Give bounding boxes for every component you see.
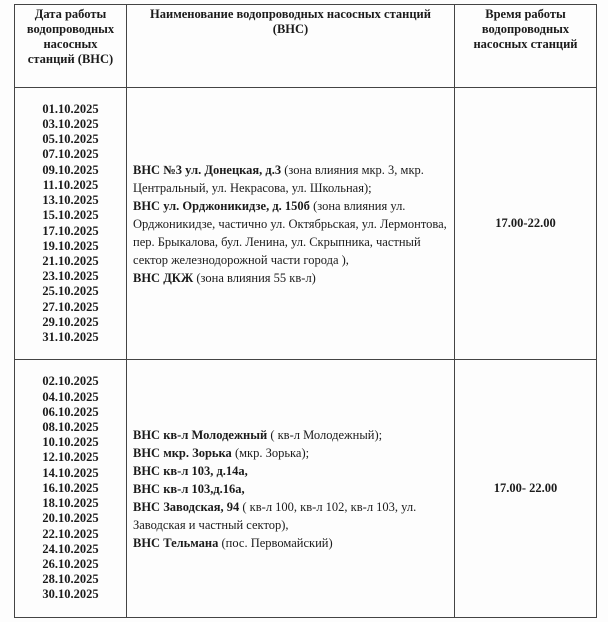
date-item: 18.10.2025	[42, 496, 99, 511]
table-row	[15, 360, 597, 618]
date-item: 07.10.2025	[42, 147, 99, 162]
station-name: ВНС Тельмана	[133, 535, 219, 550]
station-entry	[133, 269, 448, 287]
header-time: Время работы водопроводных насосных станций	[455, 5, 597, 88]
station-name: ВНС мкр. Зорька	[133, 445, 232, 460]
date-item: 27.10.2025	[42, 299, 99, 314]
date-item: 12.10.2025	[42, 450, 99, 465]
station-entry	[133, 534, 448, 552]
station-detail: ( кв-л Молодежный);	[267, 427, 383, 442]
station-name: ВНС ул. Орджоникидзе, д. 150б	[133, 198, 310, 213]
date-item: 29.10.2025	[42, 314, 99, 329]
date-item: 13.10.2025	[42, 193, 99, 208]
station-entry	[133, 426, 448, 444]
date-item: 06.10.2025	[42, 404, 99, 419]
station-detail: (мкр. Зорька);	[231, 445, 310, 460]
station-detail: (зона влияния 55 кв-л)	[193, 270, 316, 285]
date-item: 14.10.2025	[42, 465, 99, 480]
date-item: 23.10.2025	[42, 269, 99, 284]
date-item: 21.10.2025	[42, 253, 99, 268]
date-item: 22.10.2025	[42, 526, 99, 541]
station-detail: ( кв-л 100, кв-л 102, кв-л 103, ул. Заводская и частный сектор),	[133, 499, 417, 532]
header-date: Дата работы водопроводных насосных станций (ВНС)	[15, 5, 127, 88]
station-entry	[133, 462, 448, 480]
date-item: 15.10.2025	[42, 208, 99, 223]
station-name: ВНС ДКЖ	[133, 270, 194, 285]
date-item: 11.10.2025	[42, 177, 99, 192]
table-row	[15, 88, 597, 360]
date-item: 08.10.2025	[42, 420, 99, 435]
date-item: 31.10.2025	[42, 329, 99, 344]
station-entry	[133, 498, 448, 534]
station-name: ВНС кв-л 103, д.14а,	[133, 463, 248, 478]
time-cell: 17.00-22.00	[455, 88, 597, 360]
station-entry	[133, 161, 448, 197]
date-item: 17.10.2025	[42, 223, 99, 238]
station-detail: (зона влияния мкр. 3, мкр. Центральный, ул. Некрасова, ул. Школьная);	[133, 162, 424, 195]
stations-cell	[127, 360, 455, 618]
station-entry	[133, 444, 448, 462]
dates-cell	[15, 88, 127, 360]
header-row	[15, 5, 597, 88]
station-name: ВНС Заводская, 94	[133, 499, 240, 514]
station-name: ВНС кв-л Молодежный	[133, 427, 268, 442]
station-name: ВНС №3 ул. Донецкая, д.3	[133, 162, 282, 177]
date-item: 24.10.2025	[42, 541, 99, 556]
stations-cell	[127, 88, 455, 360]
station-entry	[133, 480, 448, 498]
header-station: Наименование водопроводных насосных станций (ВНС)	[127, 5, 455, 88]
date-item: 20.10.2025	[42, 511, 99, 526]
date-item: 01.10.2025	[42, 101, 99, 116]
time-cell: 17.00- 22.00	[455, 360, 597, 618]
dates-cell	[15, 360, 127, 618]
station-detail: (зона влияния ул. Орджоникидзе, частично ул. Октябрьская, ул. Лермонтова, пер. Брыкалова, бул. Ленина, ул. Скрыпника, частный сектор железнодорожной части города ),	[133, 198, 447, 267]
date-item: 05.10.2025	[42, 132, 99, 147]
date-item: 16.10.2025	[42, 480, 99, 495]
date-item: 25.10.2025	[42, 284, 99, 299]
date-item: 10.10.2025	[42, 435, 99, 450]
station-detail: (пос. Первомайский)	[218, 535, 333, 550]
station-entry	[133, 197, 448, 269]
date-item: 30.10.2025	[42, 587, 99, 602]
schedule-table	[14, 4, 597, 618]
date-item: 03.10.2025	[42, 117, 99, 132]
date-item: 19.10.2025	[42, 238, 99, 253]
station-name: ВНС кв-л 103,д.16а,	[133, 481, 245, 496]
date-item: 28.10.2025	[42, 572, 99, 587]
date-item: 09.10.2025	[42, 162, 99, 177]
date-item: 04.10.2025	[42, 389, 99, 404]
date-item: 26.10.2025	[42, 556, 99, 571]
date-item: 02.10.2025	[42, 374, 99, 389]
